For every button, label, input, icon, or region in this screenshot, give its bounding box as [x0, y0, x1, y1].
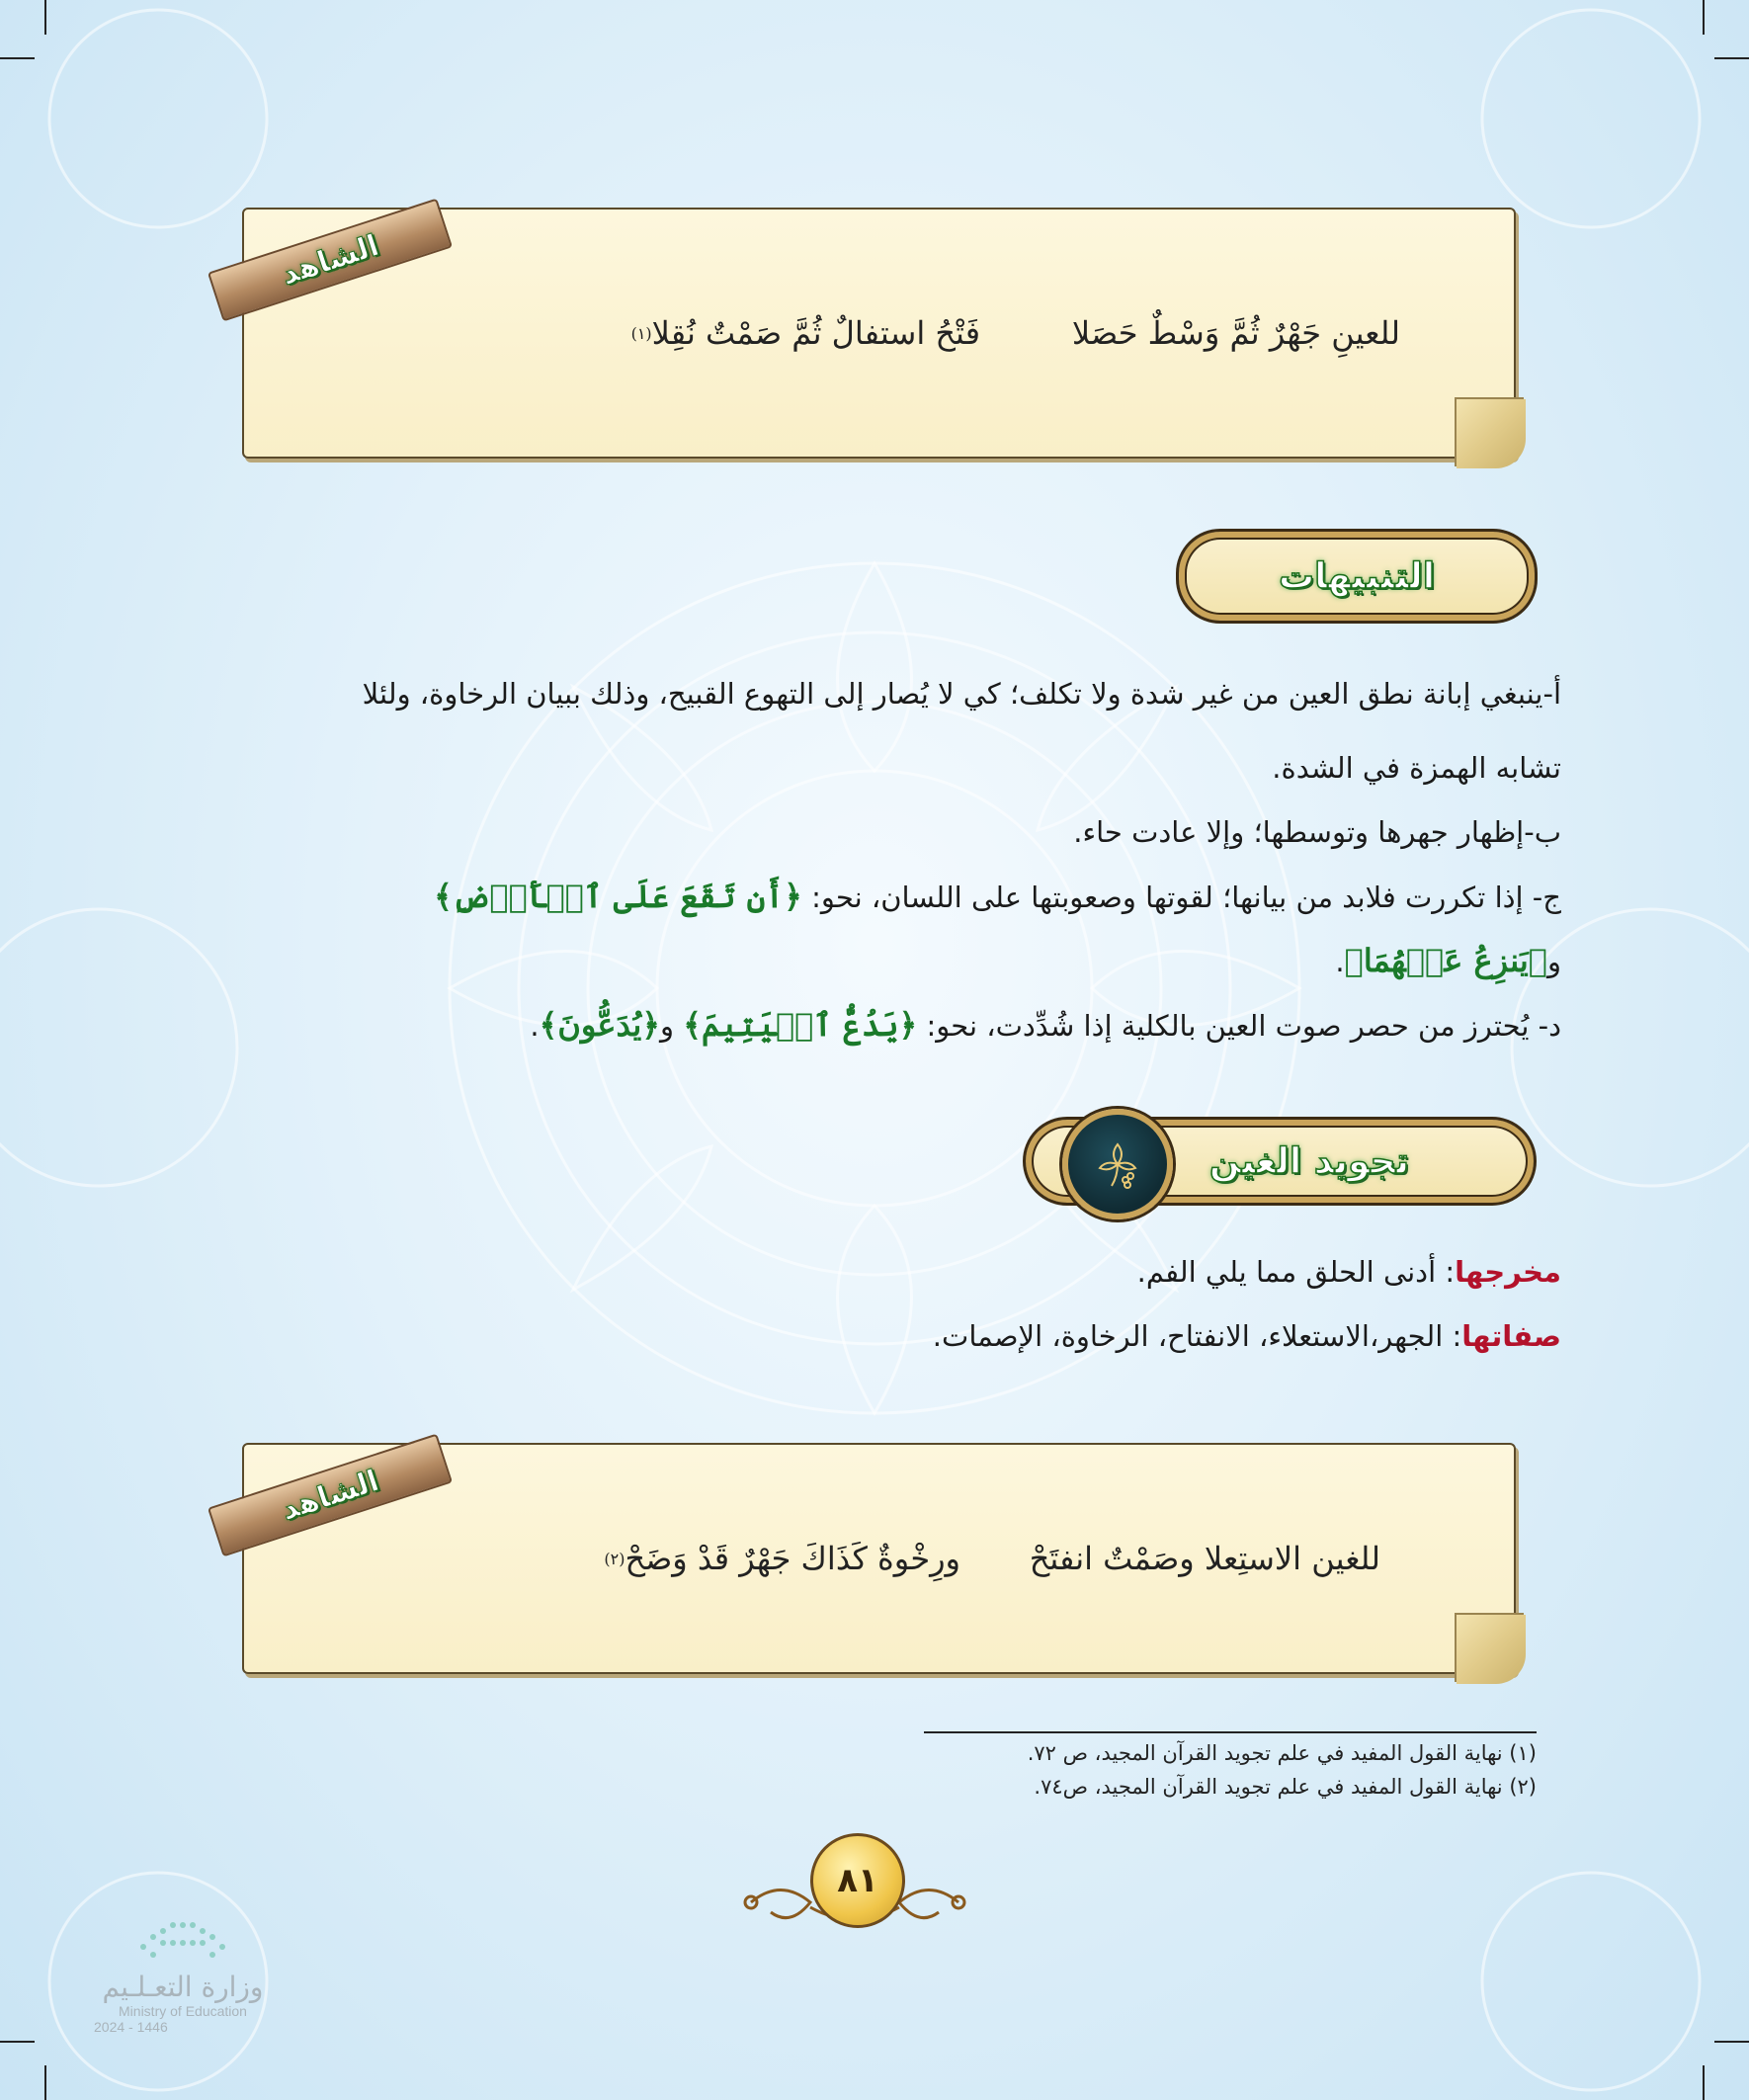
footnote-ref[interactable]: (٢) [604, 1549, 625, 1568]
witness-ribbon-label: الشاهد [277, 1463, 383, 1528]
ministry-name-en: Ministry of Education [119, 2003, 247, 2019]
ghain-sifat: صفاتها: الجهر،الاستعلاء، الانفتاح، الرخاوة، الإصمات. [932, 1319, 1561, 1353]
crop-mark [1703, 2065, 1705, 2100]
note-a-line1: أ-ينبغي إبانة نطق العين من غير شدة ولا تكلف؛ كي لا يُصار إلى التهوع القبيح، وذلك ببيان الرخاوة، ولئلا [362, 677, 1561, 711]
quran-quote: ﴿يَدُعُّ ٱلۡيَتِيمَ﴾ [683, 1006, 918, 1044]
witness-box-ain [242, 208, 1516, 459]
ministry-name-ar: وزارة التعـلـيم [102, 1971, 264, 2003]
note-c-line1: ج- إذا تكررت فلابد من بيانها؛ لقوتها وصعوبتها على اللسان، نحو: ﴿أَن تَقَعَ عَلَى ٱلۡأَرۡضِ﴾ [434, 878, 1561, 915]
crop-mark [0, 2041, 35, 2043]
note-c-line2: و﴿يَنزِعُ عَنۡهُمَا﴾. [1335, 942, 1561, 979]
quran-quote: ﴿يُدَعُّونَ﴾ [539, 1006, 660, 1044]
quran-quote: ﴿يَنزِعُ عَنۡهُمَا﴾ [1344, 942, 1547, 979]
crop-mark [1714, 2041, 1749, 2043]
footnote-divider [924, 1731, 1537, 1733]
witness-ribbon-label: الشاهد [277, 227, 383, 293]
verse-hemistich-right: للغين الاستِعلا وصَمْتٌ انفتَحْ [1029, 1540, 1380, 1577]
crop-mark [1714, 57, 1749, 59]
footnote-1: (١) نهاية القول المفيد في علم تجويد القرآن المجيد، ص ٧٢. [1027, 1741, 1537, 1765]
ministry-dots-icon [94, 1917, 272, 1967]
heading-tanbihat [1176, 529, 1538, 624]
verse-hemistich-right: للعينِ جَهْرٌ ثُمَّ وَسْطٌ حَصَلا [1071, 314, 1400, 352]
ghain-makhraj: مخرجها: أدنى الحلق مما يلي الفم. [1136, 1255, 1561, 1289]
note-b: ب-إظهار جهرها وتوسطها؛ وإلا عادت حاء. [1073, 815, 1561, 849]
crop-mark [0, 57, 35, 59]
crop-mark [44, 2065, 46, 2100]
heading-tajweed-ghain-title: تجويد الغين [1208, 1140, 1410, 1182]
floral-medallion-icon [1062, 1109, 1173, 1219]
ministry-year: 2024 - 1446 [94, 2019, 168, 2035]
verse-hemistich-left: ورِخْوةٌ كَذَاكَ جَهْرٌ قَدْ وَضَحْ (٢) [604, 1540, 960, 1577]
makhraj-label: مخرجها [1455, 1255, 1561, 1289]
page-number: ٨١ [810, 1833, 905, 1928]
paper-fold-corner [1457, 1615, 1526, 1684]
quran-quote: ﴿أَن تَقَعَ عَلَى ٱلۡأَرۡضِ﴾ [434, 878, 802, 915]
verse-hemistich-left: فَتْحُ استفالٌ ثُمَّ صَمْتٌ نُقِلا (١) [630, 314, 980, 352]
footnote-2: (٢) نهاية القول المفيد في علم تجويد القرآن المجيد، ص٧٤. [1034, 1775, 1537, 1799]
heading-tanbihat-title: التنبيهات [1278, 555, 1436, 597]
footnote-ref[interactable]: (١) [630, 323, 652, 343]
ministry-logo [94, 1917, 272, 2035]
paper-fold-corner [1457, 399, 1526, 468]
sifat-label: صفاتها [1461, 1319, 1561, 1353]
note-d: د- يُحترز من حصر صوت العين بالكلية إذا شُدِّدت، نحو: ﴿يَدُعُّ ٱلۡيَتِيمَ﴾ و﴿يُدَعُّونَ﴾. [530, 1006, 1561, 1044]
crop-mark [44, 0, 46, 35]
witness-ribbon [208, 1434, 453, 1557]
flower-icon [1088, 1134, 1147, 1194]
witness-box-ghain [242, 1443, 1516, 1674]
witness-ribbon [208, 199, 453, 322]
note-a-line2: تشابه الهمزة في الشدة. [1272, 751, 1561, 785]
crop-mark [1703, 0, 1705, 35]
